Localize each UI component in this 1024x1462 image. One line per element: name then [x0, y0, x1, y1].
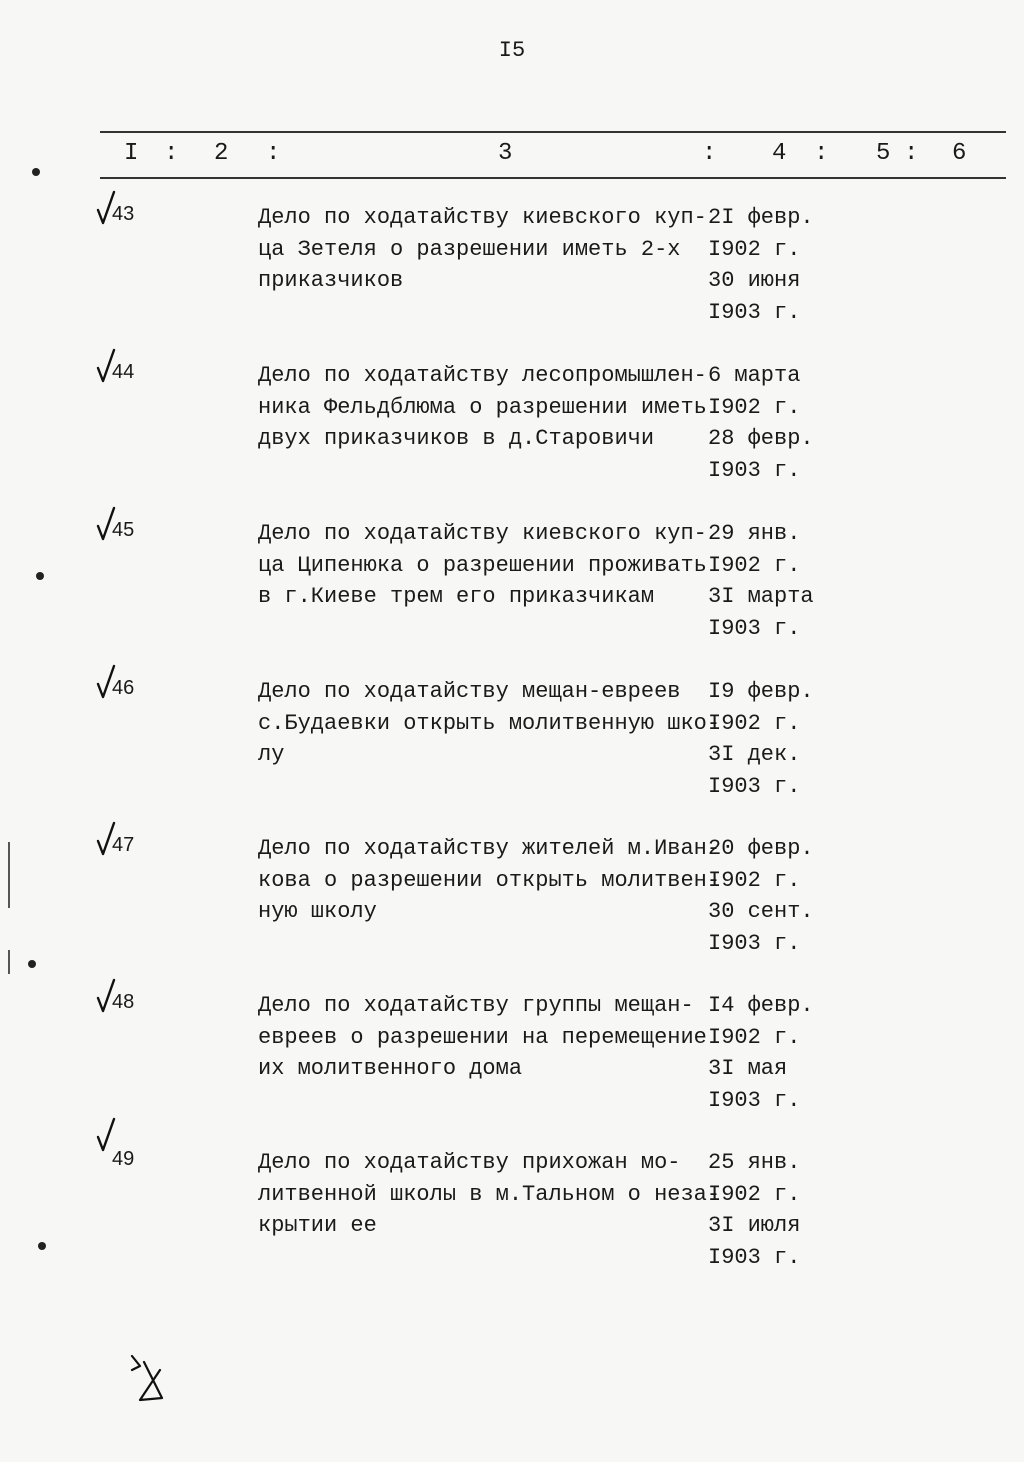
start-year: I902 г. — [708, 552, 801, 578]
column-header-1: I — [124, 140, 139, 167]
entry-number: 43 — [112, 203, 135, 225]
description-line: евреев о разрешении на перемещение — [258, 1024, 707, 1050]
description-line: Дело по ходатайству жителей м.Иван- — [258, 836, 721, 861]
end-date: 3I дек. — [708, 742, 801, 767]
column-separator: : — [702, 140, 717, 167]
punch-hole-mark — [32, 168, 40, 176]
page-number: I5 — [498, 38, 526, 63]
description-line: приказчиков — [258, 268, 404, 293]
description-line: Дело по ходатайству киевского куп- — [258, 521, 707, 546]
description-line: Дело по ходатайству группы мещан- — [258, 993, 694, 1018]
description-line: кова о разрешении открыть молитвен- — [258, 867, 721, 893]
entry-description — [258, 518, 718, 613]
description-line: крытии ее — [258, 1213, 377, 1238]
column-header-5: 5 — [876, 140, 891, 167]
start-year: I902 г. — [708, 394, 801, 420]
start-date: 6 марта — [708, 363, 801, 388]
start-date: 29 янв. — [708, 521, 801, 546]
description-line: их молитвенного дома — [258, 1056, 523, 1081]
column-separator: : — [266, 140, 281, 167]
start-year: I902 г. — [708, 236, 801, 262]
header-rule-top — [100, 131, 1006, 133]
column-separator: : — [814, 140, 829, 167]
entry-description — [258, 676, 721, 771]
end-year: I903 г. — [708, 615, 801, 641]
table-row — [0, 676, 1024, 816]
start-year: I902 г. — [708, 1181, 801, 1207]
entry-number: 46 — [112, 677, 135, 699]
header-rule-bottom — [100, 177, 1006, 179]
description-line: ца Зетеля о разрешении иметь 2-х — [258, 236, 681, 262]
description-line: с.Будаевки открыть молитвенную шко- — [258, 710, 721, 736]
punch-hole-mark — [36, 572, 44, 580]
column-header-4: 4 — [772, 140, 787, 167]
description-line: ца Ципенюка о разрешении проживать — [258, 552, 707, 578]
table-row — [0, 1147, 1024, 1287]
table-row — [0, 202, 1024, 342]
start-date: 2I февр. — [708, 205, 814, 230]
start-year: I902 г. — [708, 867, 801, 893]
start-date: I4 февр. — [708, 993, 814, 1018]
start-date: 20 февр. — [708, 836, 814, 861]
column-header-2: 2 — [214, 140, 229, 167]
end-date: 3I марта — [708, 584, 814, 609]
column-separator: : — [164, 140, 179, 167]
entry-number: 45 — [112, 519, 135, 541]
column-separator: : — [904, 140, 919, 167]
end-date: 28 февр. — [708, 426, 814, 451]
end-year: I903 г. — [708, 773, 801, 799]
start-year: I902 г. — [708, 710, 801, 736]
column-header-3: 3 — [498, 140, 513, 167]
table-row — [0, 518, 1024, 658]
end-date: 30 июня — [708, 268, 801, 293]
entry-description — [258, 202, 718, 297]
start-date: 25 янв. — [708, 1150, 801, 1175]
entry-dates — [708, 202, 858, 328]
table-row — [0, 360, 1024, 500]
entry-number: 49 — [112, 1148, 135, 1170]
punch-hole-mark — [28, 960, 36, 968]
description-line: Дело по ходатайству прихожан мо- — [258, 1150, 681, 1175]
entry-dates — [708, 833, 858, 959]
margin-scan-line — [8, 950, 10, 974]
table-row — [0, 833, 1024, 973]
entry-dates — [708, 676, 858, 802]
end-year: I903 г. — [708, 457, 801, 483]
description-line: ника Фельдблюма о разрешении иметь — [258, 394, 707, 420]
end-year: I903 г. — [708, 1087, 801, 1113]
start-date: I9 февр. — [708, 679, 814, 704]
description-line: в г.Киеве трем его приказчикам — [258, 584, 655, 609]
column-header-6: 6 — [952, 140, 967, 167]
description-line: лу — [258, 742, 285, 767]
description-line: ную школу — [258, 899, 377, 924]
handwritten-mark-icon — [126, 1352, 166, 1404]
entry-description — [258, 360, 718, 455]
entry-dates — [708, 518, 858, 644]
entry-dates — [708, 360, 858, 486]
margin-scan-line — [8, 842, 10, 908]
entry-dates — [708, 990, 858, 1116]
entry-description — [258, 1147, 721, 1242]
entry-description — [258, 833, 721, 928]
entry-number: 47 — [112, 834, 135, 856]
end-date: 30 сент. — [708, 899, 814, 924]
description-line: Дело по ходатайству мещан-евреев — [258, 679, 681, 704]
description-line: Дело по ходатайству лесопромышлен- — [258, 363, 707, 388]
end-year: I903 г. — [708, 930, 801, 956]
description-line: Дело по ходатайству киевского куп- — [258, 205, 707, 230]
punch-hole-mark — [38, 1242, 46, 1250]
end-year: I903 г. — [708, 299, 801, 325]
end-date: 3I мая — [708, 1056, 788, 1081]
entry-description — [258, 990, 718, 1085]
end-date: 3I июля — [708, 1213, 801, 1238]
table-row — [0, 990, 1024, 1130]
end-year: I903 г. — [708, 1244, 801, 1270]
start-year: I902 г. — [708, 1024, 801, 1050]
description-line: двух приказчиков в д.Старовичи — [258, 426, 655, 451]
description-line: литвенной школы в м.Тальном о неза- — [258, 1181, 721, 1207]
entry-number: 48 — [112, 991, 135, 1013]
entry-number: 44 — [112, 361, 135, 383]
entry-dates — [708, 1147, 858, 1273]
